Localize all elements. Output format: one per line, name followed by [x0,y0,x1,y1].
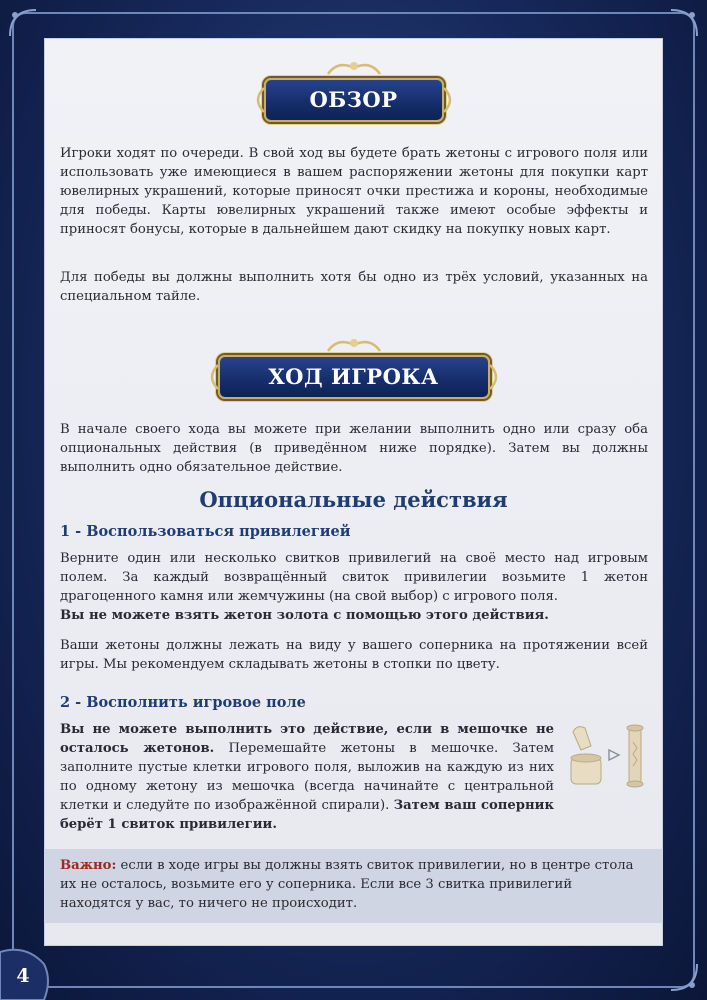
action-2-text [60,720,554,834]
hand-bag-icon [571,727,601,784]
overview-title: ОБЗОР [309,87,398,112]
turn-title: ХОД ИГРОКА [268,364,439,389]
important-text: если в ходе игры вы должны взять свиток привилегии, но в центре стола их не осталось, возьмите его у соперника. Если все 3 свитка привилегий находятся у вас, то ничего не происходит. [60,858,634,911]
action-1-title: 1 - Воспользоваться привилегией [60,523,351,540]
banner-scroll-left-icon [252,86,266,114]
banner-ornament-icon [324,58,384,78]
important-note [44,849,663,923]
refill-illustration [567,718,657,790]
banner-ornament-icon [324,335,384,355]
turn-intro: В начале своего хода вы можете при желании выполнить одно или сразу оба опциональных действия (в приведённом ниже порядке). Затем вы должны выполнить одно обязательное действие. [60,422,648,475]
action-2-warning: Вы не можете выполнить это действие, если в мешочке не осталось жетонов. [60,722,554,756]
corner-ornament-icon [6,6,40,40]
action-1-body: Верните один или несколько свитков привилегий на своё место над игровым полем. За каждый возвращённый свиток привилегии возьмите 1 жетон драгоценного камня или жемчужины (на свой выбор) с игрового поля. [60,551,648,604]
optional-actions-heading: Опциональные действия [199,487,508,512]
arrow-right-icon [609,750,619,760]
overview-banner-wrap [0,78,707,122]
banner-scroll-left-icon [206,363,220,391]
action-1-warning: Вы не можете взять жетон золота с помощью этого действия. [60,608,549,623]
action-1-note: Ваши жетоны должны лежать на виду у вашего соперника на протяжении всей игры. Мы рекомендуем складывать жетоны в стопки по цвету. [60,638,648,672]
banner-scroll-right-icon [442,86,456,114]
action-2-result: Затем ваш соперник берёт 1 свиток привилегии. [60,798,554,832]
overview-paragraph-2: Для победы вы должны выполнить хотя бы одно из трёх условий, указанных на специальном тайле. [60,270,648,304]
action-1-text [60,549,648,625]
overview-banner [264,78,444,122]
banner-scroll-right-icon [488,363,502,391]
corner-ornament-icon [667,6,701,40]
turn-banner [218,355,490,399]
overview-paragraph-1: Игроки ходят по очереди. В свой ход вы будете брать жетоны с игрового поля или использовать уже имеющиеся в вашем распоряжении жетоны для покупки карт ювелирных украшений, которые приносят очки престижа и короны, необходимые для победы. Карты ювелирных украшений также имеют особые эффекты и приносят бонусы, которые в дальнейшем дают скидку на покупку новых карт. [60,146,648,237]
scroll-icon [627,725,643,787]
important-label: Важно: [60,858,117,873]
action-2-title: 2 - Восполнить игровое поле [60,694,306,711]
page-number: 4 [16,965,30,987]
corner-ornament-icon [667,960,701,994]
turn-banner-wrap [0,355,707,399]
action-2-body: Перемешайте жетоны в мешочке. Затем заполните пустые клетки игрового поля, выложив на каждую из них по одному жетону из мешочка (всегда начинайте с центральной клетки и следуйте по изображённой спирали). [60,741,554,813]
